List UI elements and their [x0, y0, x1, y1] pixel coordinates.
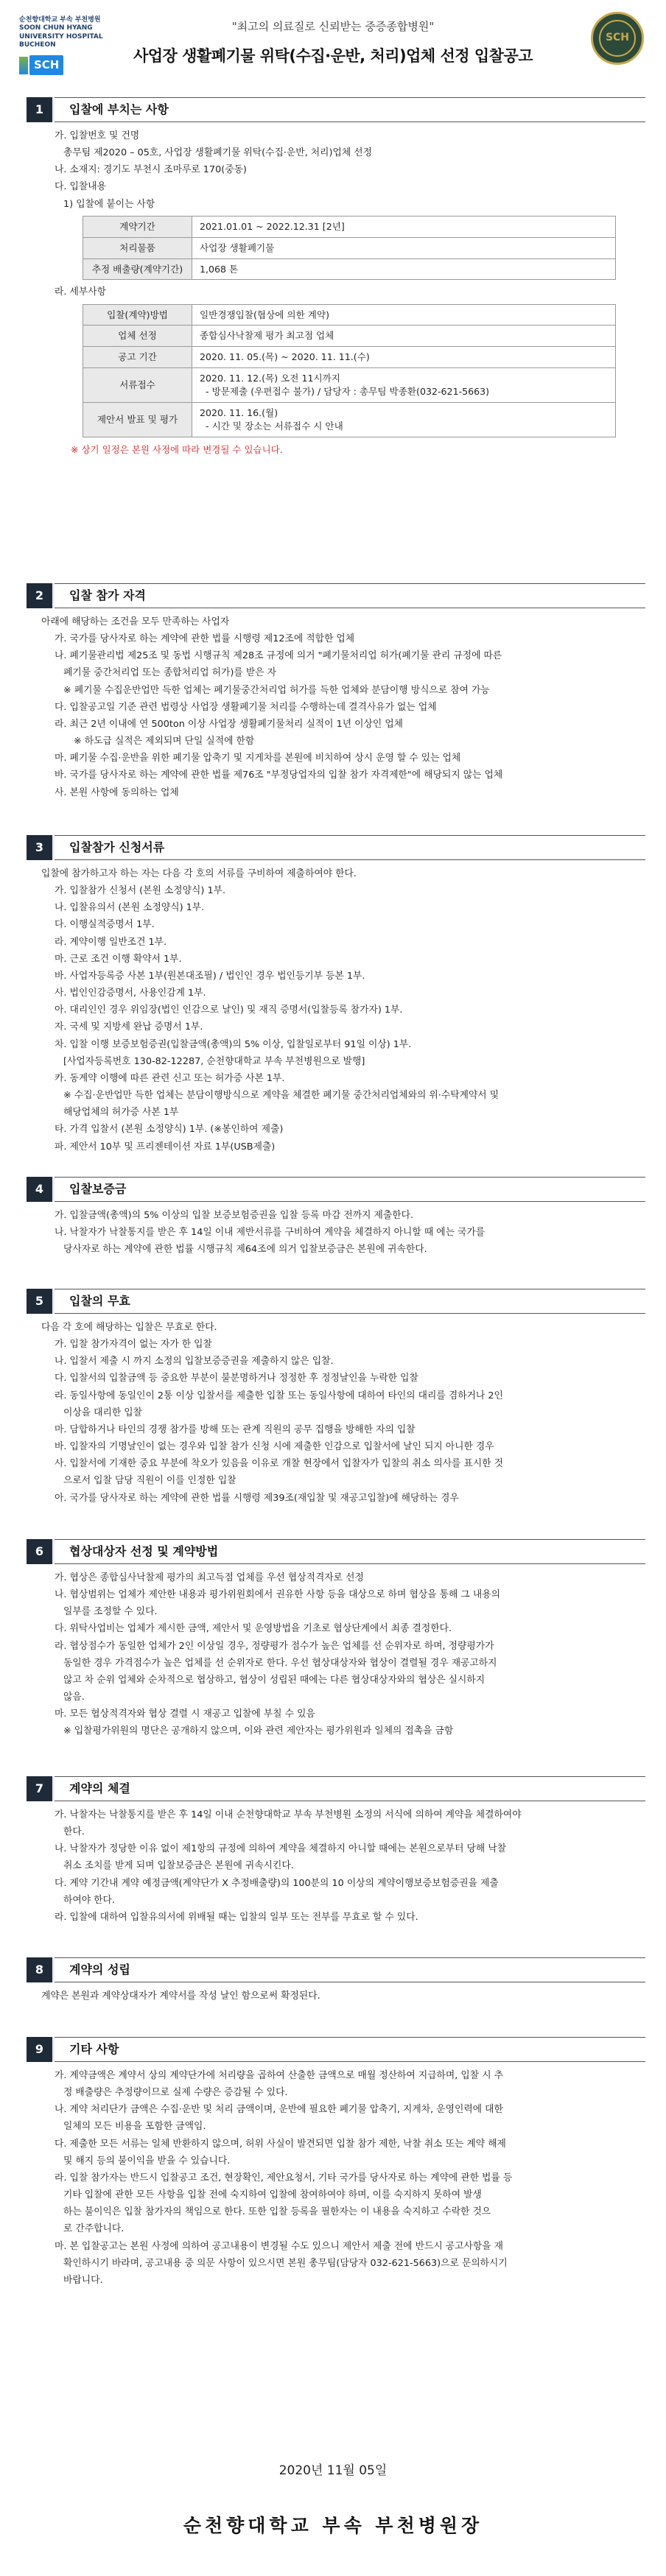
text-line: 자. 국세 및 지방세 완납 증명서 1부.: [55, 1021, 203, 1033]
text-line: 확인하시기 바라며, 공고내용 중 의문 사항이 있으시면 본원 총무팀(담당자 032-621-5663)으로 문의하시기: [63, 2257, 508, 2269]
table-value: 사업장 생활폐기물: [192, 237, 616, 258]
schedule-note: ※ 상기 일정은 본원 사정에 따라 변경될 수 있습니다.: [71, 443, 283, 455]
section-header: [27, 97, 645, 122]
text-line: 나. 폐기물관리법 제25조 및 동법 시행규칙 제28조 규정에 의거 "폐기물처리업 허가(폐기물 관리 규정에 따른: [55, 650, 502, 662]
text-line: 으로서 입찰 담당 직원이 이를 인정한 입찰: [63, 1475, 236, 1487]
table-key: 제안서 발표 및 평가: [83, 402, 192, 437]
text-line: 아. 대리인인 경우 위임장(법인 인감으로 날인) 및 재직 증명서(입찰등록 참가자) 1부.: [55, 1004, 403, 1016]
section-title: 협상대상자 선정 및 계약방법: [69, 1544, 219, 1558]
page-title: 사업장 생활폐기물 위탁(수집·운반, 처리)업체 선정 입찰공고: [133, 47, 533, 65]
section-title: 입찰의 무효: [69, 1293, 130, 1308]
text-line: 나. 입찰서 제출 시 까지 소정의 입찰보증증권을 제출하지 않은 입찰.: [55, 1356, 334, 1368]
text-line: 마. 폐기물 수집·운반을 위한 폐기물 압축기 및 지게차를 본원에 비치하여 상시 운영 할 수 있는 업체: [55, 753, 461, 764]
announcement-date: 2020년 11월 05일: [278, 2463, 388, 2478]
issuer-signature: 순천향대학교 부속 부천병원장: [183, 2515, 483, 2536]
text-line: 총무팀 제2020 – 05호, 사업장 생활폐기물 위탁(수집·운반, 처리)업체 선정: [63, 147, 373, 159]
section-number: 6: [27, 1539, 55, 1564]
text-line: 한다.: [63, 1826, 85, 1838]
section-7: [27, 1776, 645, 1928]
text-line: 계약은 본원과 계약상대자가 계약서를 작성 날인 함으로써 확정된다.: [41, 1991, 320, 2002]
text-line: 파. 제안서 10부 및 프리젠테이션 자료 1부(USB제출): [55, 1141, 276, 1152]
sch-logo-text: SCH: [29, 55, 63, 75]
text-line: 가. 입찰참가 신청서 (본원 소정양식) 1부.: [55, 885, 226, 897]
text-line: 폐기물 중간처리업 또는 종합처리업 허가)를 받은 자: [63, 667, 276, 679]
text-line: 나. 입찰유의서 (본원 소정양식) 1부.: [55, 902, 205, 914]
table-key: 업체 선정: [83, 325, 192, 347]
text-line: 라. 세부사항: [55, 286, 106, 298]
section-number: 4: [27, 1177, 55, 1202]
text-line: 취소 조치를 받게 되며 입찰보증금은 본원에 귀속시킨다.: [63, 1860, 294, 1872]
section-header: [27, 1957, 645, 1982]
text-line: 사. 본원 사항에 동의하는 업체: [55, 786, 179, 798]
text-line: 아. 국가를 당사자로 하는 계약에 관한 법률 시행령 제39조(재입찰 및 재공고입찰)에 해당하는 경우: [55, 1492, 459, 1504]
table-value: 2020. 11. 16.(월) - 시간 및 장소는 서류접수 시 안내: [192, 402, 616, 437]
text-line: 바. 국가를 당사자로 하는 계약에 관한 법률 제76조 "부정당업자의 입찰 참가 자격제한"에 해당되지 않는 업체: [55, 770, 503, 781]
section-title: 입찰 참가 자격: [69, 588, 146, 602]
table-key: 서류접수: [83, 368, 192, 403]
text-line: ※ 입찰평가위원의 명단은 공개하지 않으며, 이와 관련 제안자는 평가위원과 일체의 접촉을 금함: [63, 1725, 454, 1737]
text-line: 바. 사업자등록증 사본 1부(원본대조필) / 법인인 경우 법인등기부 등본 1부.: [55, 970, 365, 982]
text-line: 가. 입찰 참가자격이 없는 자가 한 입찰: [55, 1339, 212, 1351]
text-line: 다. 위탁사업비는 업체가 제시한 금액, 제안서 및 운영방법을 기초로 협상단계에서 최종 결정한다.: [55, 1623, 452, 1635]
text-line: [사업자등록번호 130-82-12287, 순천향대학교 부속 부천병원으로 발행]: [63, 1055, 365, 1067]
table-value: 일반경쟁입찰(협상에 의한 계약): [192, 304, 616, 325]
section-header: [27, 1289, 645, 1314]
section-header: [27, 1776, 645, 1801]
table-row: [83, 304, 616, 325]
text-line: 않음.: [63, 1692, 85, 1703]
section-number: 2: [27, 583, 55, 608]
section-2: [27, 583, 645, 803]
table-value: 2020. 11. 12.(목) 오전 11시까지 - 방문제출 (우편접수 불가) / 담당자 : 총무팀 박종환(032-621-5663): [192, 368, 616, 403]
text-line: 하여야 한다.: [63, 1894, 115, 1906]
hospital-name-en-2: UNIVERSITY HOSPITAL: [19, 32, 103, 41]
text-line: 및 해지 등의 불이익을 받을 수 있습니다.: [63, 2155, 231, 2167]
text-line: 바. 입찰자의 기명날인이 없는 경우와 입찰 참가 신청 시에 제출한 인감으로 입찰서에 날인 되지 아니한 경우: [55, 1441, 494, 1453]
text-line: 나. 낙찰자가 정당한 이유 없이 제1항의 규정에 의하여 계약을 체결하지 아니할 때에는 본원으로부터 당해 낙찰: [55, 1843, 507, 1855]
hospital-name-kr: 순천향대학교 부속 부천병원: [19, 16, 101, 24]
text-line: 입찰에 참가하고자 하는 자는 다음 각 호의 서류를 구비하여 제출하여야 한다.: [41, 868, 357, 879]
table-row: [83, 347, 616, 368]
text-line: 타. 가격 입찰서 (본원 소정양식) 1부. (※봉인하여 제출): [55, 1124, 284, 1136]
section-8: [27, 1957, 645, 2007]
hospital-name-en-1: SOON CHUN HYANG: [19, 24, 93, 32]
table-value: 1,068 톤: [192, 258, 616, 280]
section-title: 입찰보증금: [69, 1181, 127, 1196]
table-row: [83, 368, 616, 403]
section-header: [27, 1177, 645, 1202]
section-number: 5: [27, 1289, 55, 1314]
text-line: 해당업체의 허가증 사본 1부: [63, 1107, 179, 1119]
text-line: 가. 국가를 당사자로 하는 계약에 관한 법률 시행령 제12조에 적합한 업체: [55, 633, 355, 645]
text-line: 마. 모든 협상적격자와 협상 결렬 시 재공고 입찰에 부칠 수 있음: [55, 1708, 315, 1720]
slogan: "최고의 의료질로 신뢰받는 중증종합병원": [231, 20, 435, 33]
table-key: 공고 기간: [83, 347, 192, 368]
table-value: 종합심사낙찰제 평가 최고점 업체: [192, 325, 616, 347]
text-line: 가. 협상은 종합심사낙찰제 평가의 최고득점 업체를 우선 협상적격자로 선정: [55, 1572, 364, 1583]
text-line: 라. 입찰에 대하여 입찰유의서에 위배될 때는 입찰의 일부 또는 전부를 무효로 할 수 있다.: [55, 1911, 418, 1923]
text-line: 나. 낙찰자가 낙찰통지를 받은 후 14일 이내 제반서류를 구비하여 계약을 체결하지 아니할 때 에는 국가를: [55, 1227, 486, 1239]
text-line: 않고 차 순위 업체와 순차적으로 협상하고, 협상이 성립된 때에는 다른 협상대상자와의 협상은 실시하지: [63, 1674, 486, 1686]
text-line: 차. 입찰 이행 보증보험증권(입찰금액(총액)의 5% 이상, 입찰일로부터 91일 이상) 1부.: [55, 1038, 412, 1050]
text-line: 가. 낙찰자는 낙찰통지를 받은 후 14일 이내 순천향대학교 부속 부천병원 소정의 서식에 의하여 계약을 체결하여야: [55, 1809, 522, 1820]
section-title: 입찰에 부치는 사항: [69, 102, 169, 116]
section-title: 입찰참가 신청서류: [69, 840, 165, 854]
text-line: 라. 최근 2년 이내에 연 500ton 이상 사업장 생활폐기물처리 실적이 1년 이상인 업체: [55, 718, 404, 730]
text-line: 하는 불이익은 입찰 참가자의 책임으로 한다. 또한 입찰 등록을 필한자는 이 내용을 숙지하고 수락한 것으: [63, 2206, 491, 2218]
text-line: 이상을 대리한 입찰: [63, 1407, 143, 1418]
hospital-name-en-3: BUCHEON: [19, 41, 56, 49]
university-seal-icon: [591, 12, 644, 65]
text-line: 다음 각 호에 해당하는 입찰은 무효로 한다.: [41, 1322, 217, 1333]
text-line: 가. 계약금액은 계약서 상의 계약단가에 처리량을 곱하여 산출한 금액으로 매월 정산하여 지급하며, 입찰 시 추: [55, 2070, 504, 2081]
text-line: 카. 동계약 이행에 따른 관련 신고 또는 허가증 사본 1부.: [55, 1072, 285, 1084]
text-line: 라. 계약이행 일반조건 1부.: [55, 936, 167, 948]
table-key: 처리물품: [83, 237, 192, 258]
text-line: ※ 하도급 실적은 제외되며 단일 실적에 한함: [74, 736, 255, 747]
text-line: 다. 제출한 모든 서류는 일체 반환하지 않으며, 허위 사실이 발견되면 입찰 참가 제한, 낙찰 취소 또는 계약 해제: [55, 2138, 506, 2150]
text-line: 로 간주합니다.: [63, 2223, 125, 2235]
table-value: 2021.01.01 ~ 2022.12.31 [2년]: [192, 216, 616, 237]
text-line: ※ 수집·운반업만 득한 업체는 분담이행방식으로 계약을 체결한 폐기물 중간처리업체와의 위·수탁계약서 및: [63, 1090, 500, 1102]
contract-summary-table: [83, 216, 616, 281]
text-line: 마. 근로 조건 이행 확약서 1부.: [55, 953, 182, 965]
text-line: 라. 입찰 참가자는 반드시 입찰공고 조건, 현장확인, 제안요청서, 기타 국가를 당사자로 하는 계약에 관한 법률 등: [55, 2172, 513, 2183]
section-1: [27, 97, 645, 460]
section-number: 3: [27, 835, 55, 860]
section-number: 8: [27, 1957, 55, 1982]
text-line: 아래에 해당하는 조건을 모두 만족하는 사업자: [41, 616, 230, 627]
document-header: [0, 0, 666, 77]
text-line: 일부를 조정할 수 있다.: [63, 1606, 158, 1618]
table-key: 입찰(계약)방법: [83, 304, 192, 325]
table-row: [83, 216, 616, 237]
section-4: [27, 1177, 645, 1260]
section-6: [27, 1539, 645, 1742]
text-line: 1) 입찰에 붙이는 사항: [63, 198, 155, 210]
text-line: 바랍니다.: [63, 2274, 103, 2286]
text-line: 다. 이행실적증명서 1부.: [55, 919, 155, 931]
text-line: 사. 법인인감증명서, 사용인감계 1부.: [55, 988, 206, 999]
text-line: 나. 계약 처리단가 금액은 수집·운반 및 처리 금액이며, 운반에 필요한 폐기물 압축기, 지게차, 운영인력에 대한: [55, 2104, 503, 2116]
table-row: [83, 237, 616, 258]
section-number: 9: [27, 2037, 55, 2062]
section-header: [27, 1539, 645, 1564]
details-table: [83, 304, 616, 437]
section-header: [27, 583, 645, 608]
text-line: 사. 입찰서에 기재한 중요 부분에 착오가 있음을 이유로 개찰 현장에서 입찰자가 입찰의 취소 의사를 표시한 것: [55, 1458, 504, 1470]
seal-text: SCH: [599, 20, 636, 57]
section-9: [27, 2037, 645, 2291]
text-line: 다. 계약 기간내 계약 예정금액(계약단가 X 추정배출량)의 100분의 10 이상의 계약이행보증보험증권을 제출: [55, 1877, 499, 1889]
section-title: 기타 사항: [69, 2041, 119, 2056]
section-title: 계약의 체결: [69, 1781, 130, 1795]
table-row: [83, 258, 616, 280]
table-row: [83, 402, 616, 437]
text-line: ※ 폐기물 수집운반업만 득한 업체는 폐기물중간처리업 허가를 득한 업체와 분담이행 방식으로 참여 가능: [63, 684, 490, 696]
section-5: [27, 1289, 645, 1509]
table-value: 2020. 11. 05.(목) ~ 2020. 11. 11.(수): [192, 347, 616, 368]
text-line: 나. 소재지: 경기도 부천시 조마루로 170(중동): [55, 164, 247, 176]
text-line: 나. 협상범위는 업체가 제안한 내용과 평가위원회에서 권유한 사항 등을 대상으로 하며 협상을 통해 그 내용의: [55, 1589, 500, 1601]
table-row: [83, 325, 616, 347]
text-line: 정 배출량은 추정량이므로 실제 수량은 증감될 수 있다.: [63, 2087, 288, 2099]
text-line: 가. 입찰번호 및 건명: [55, 130, 140, 141]
text-line: 다. 입찰공고일 기준 관련 법령상 사업장 생활폐기물 처리를 수행하는데 결격사유가 없는 업체: [55, 701, 437, 713]
section-3: [27, 835, 645, 1158]
text-line: 가. 입찰금액(총액)의 5% 이상의 입찰 보증보험증권을 입찰 등록 마감 전까지 제출한다.: [55, 1210, 414, 1221]
text-line: 일체의 모든 비용을 포함한 금액임.: [63, 2121, 206, 2133]
text-line: 라. 협상점수가 동일한 업체가 2인 이상일 경우, 정량평가 점수가 높은 업체를 선 순위자로 하며, 정량평가가: [55, 1640, 494, 1652]
section-header: [27, 835, 645, 860]
table-key: 계약기간: [83, 216, 192, 237]
section-number: 1: [27, 97, 55, 122]
text-line: 동일한 경우 가격점수가 높은 업체를 선 순위자로 한다. 우선 협상대상자와 협상이 결렬될 경우 재공고하지: [63, 1657, 497, 1669]
text-line: 라. 동일사항에 동일인이 2통 이상 입찰서를 제출한 입찰 또는 동일사항에 대하여 타인의 대리를 겸하거나 2인: [55, 1390, 503, 1401]
table-key: 추정 배출량(계약기간): [83, 258, 192, 280]
section-title: 계약의 성립: [69, 1962, 130, 1977]
section-header: [27, 2037, 645, 2062]
text-line: 마. 담합하거나 타인의 경쟁 참가를 방해 또는 관계 직원의 공무 집행을 방해한 자의 입찰: [55, 1424, 416, 1435]
text-line: 마. 본 입찰공고는 본원 사정에 의하여 공고내용이 변경될 수도 있으니 제안서 제출 전에 반드시 공고사항을 재: [55, 2240, 504, 2252]
text-line: 당사자로 하는 계약에 관한 법률 시행규칙 제64조에 의거 입찰보증금은 본원에 귀속한다.: [63, 1244, 427, 1256]
text-line: 다. 입찰서의 입찰금액 등 중요한 부분이 불분명하거나 정정한 후 정정날인을 누락한 입찰: [55, 1373, 418, 1384]
text-line: 다. 입찰내용: [55, 181, 106, 193]
text-line: 기타 입찰에 관한 모든 사항을 입찰 전에 숙지하여 입찰에 참여하여야 하며, 이를 숙지하지 못하여 발생: [63, 2189, 482, 2201]
section-number: 7: [27, 1776, 55, 1801]
